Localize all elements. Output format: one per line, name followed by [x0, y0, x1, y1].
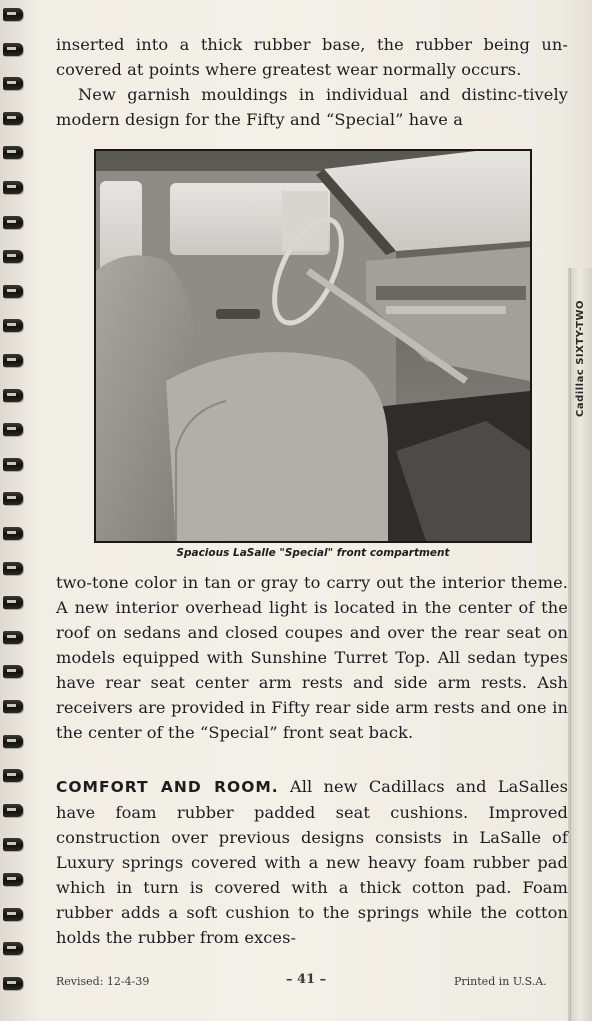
binding-ring: [3, 285, 23, 298]
binding-ring: [3, 700, 23, 713]
binding-ring: [3, 492, 23, 505]
spiral-binding: [0, 0, 34, 1021]
binding-ring: [3, 389, 23, 402]
binding-ring: [3, 112, 23, 125]
binding-ring: [3, 8, 23, 21]
paragraph-1: inserted into a thick rubber base, the rubber being un-covered at points where greatest wear normally occurs.: [56, 35, 568, 79]
binding-ring: [3, 908, 23, 921]
binding-ring: [3, 458, 23, 471]
photo-caption: Spacious LaSalle "Special" front compartment: [176, 547, 450, 559]
binding-ring: [3, 977, 23, 990]
binding-ring: [3, 77, 23, 90]
text-block-middle: [56, 570, 568, 745]
paragraph-3: two-tone color in tan or gray to carry out the interior theme. A new interior overhead light is located in the center of the roof on sedans and closed coupes and over the rear seat on models equipped with Sunshine Turret Top. All sedan types have rear seat center arm rests and side arm rests. Ash receivers are provided in Fifty rear side arm rests and one in the center of the “Special” front seat back.: [56, 573, 568, 742]
page-number: – 41 –: [286, 972, 327, 987]
binding-ring: [3, 527, 23, 540]
binding-ring: [3, 769, 23, 782]
interior-photo: [94, 149, 532, 543]
binding-ring: [3, 43, 23, 56]
binding-ring: [3, 146, 23, 159]
binding-ring: [3, 216, 23, 229]
binding-ring: [3, 665, 23, 678]
binding-ring: [3, 735, 23, 748]
binding-ring: [3, 942, 23, 955]
binding-ring: [3, 250, 23, 263]
revised-date: Revised: 12-4-39: [56, 975, 150, 988]
binding-ring: [3, 596, 23, 609]
binding-ring: [3, 631, 23, 644]
interior-photo-illustration: [96, 151, 530, 541]
paragraph-4-wrapper: [56, 774, 568, 950]
paragraph-2: New garnish mouldings in individual and distinc-tively modern design for the Fifty and “Special” have a: [56, 85, 568, 129]
index-tab-label: Cadillac SIXTY-TWO: [575, 300, 586, 417]
binding-ring: [3, 562, 23, 575]
text-block-top: [56, 32, 568, 132]
section-heading: COMFORT AND ROOM.: [56, 778, 279, 796]
printed-in: Printed in U.S.A.: [454, 975, 547, 988]
binding-ring: [3, 423, 23, 436]
binding-ring: [3, 181, 23, 194]
binding-ring: [3, 804, 23, 817]
text-block-bottom: [56, 774, 568, 950]
binding-ring: [3, 873, 23, 886]
binding-ring: [3, 354, 23, 367]
binding-ring: [3, 838, 23, 851]
binding-ring: [3, 319, 23, 332]
paragraph-4: All new Cadillacs and LaSalles have foam rubber padded seat cushions. Improved construction over previous designs consists in LaSalle of Luxury springs covered with a new heavy foam rubber pad which in turn is covered with a thick cotton pad. Foam rubber adds a soft cushion to the springs while the cotton holds the rubber from exces-: [56, 777, 568, 947]
